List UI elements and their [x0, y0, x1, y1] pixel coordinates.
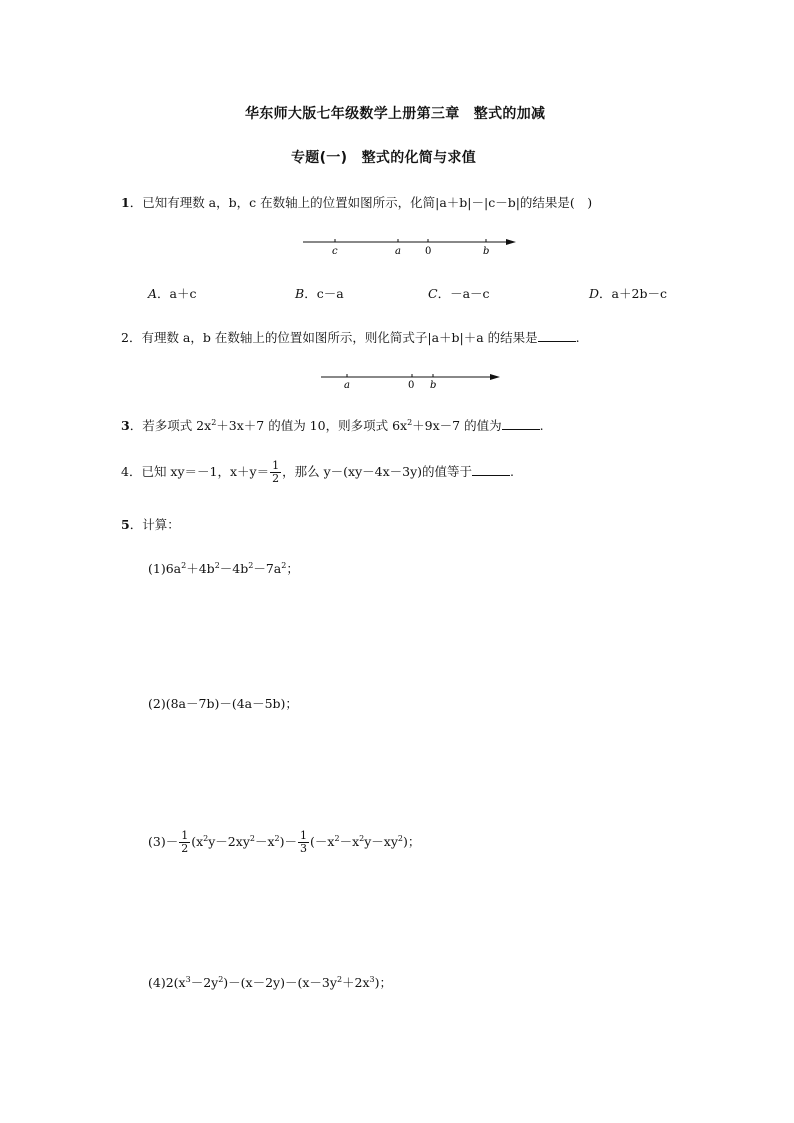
period: . [539, 418, 544, 433]
question-text: ．计算： [129, 517, 180, 532]
answer-blank[interactable] [472, 465, 510, 476]
axis-label-b: b [483, 246, 490, 257]
question-4 [121, 460, 514, 485]
fraction-denominator: 2 [272, 472, 280, 485]
question-number: 2 [121, 330, 129, 345]
axis-label-a: a [395, 246, 401, 257]
option-letter: D [589, 286, 600, 301]
axis-arrow [506, 239, 516, 245]
question-text: ．有理数 a，b 在数轴上的位置如图所示，则化简式子|a＋b|＋a 的结果是 [128, 330, 538, 345]
question-2 [121, 328, 580, 346]
subproblem-2: (2)(8a－7b)－(4a－5b)； [148, 696, 298, 711]
section-subtitle: 专题(一) 整式的化简与求值 [291, 150, 476, 166]
question-text: ，那么 y－(xy－4x－3y)的值等于 [282, 464, 473, 479]
fraction-one-half [270, 460, 281, 485]
answer-blank[interactable] [538, 331, 576, 342]
fraction-one-half: $\frac{1}{2}$ [181, 829, 189, 855]
axis-arrow [490, 374, 500, 380]
question-number: 1 [121, 195, 130, 210]
option-letter: A [148, 286, 158, 301]
option-text: c－a [316, 286, 344, 301]
question-number: 4 [121, 464, 129, 479]
number-line-2 [318, 368, 504, 392]
period: . [575, 330, 580, 345]
axis-label-b: b [430, 380, 437, 391]
question-text: ＋3x＋7 的值为 10，则多项式 6x [216, 418, 408, 433]
answer-blank[interactable] [502, 419, 540, 430]
option-d: D．a＋2b－c [589, 286, 667, 301]
subproblem-1: $(1)6a^2+4b^2-4b^2-7a^2$； [148, 560, 299, 576]
option-b: B．c－a [295, 286, 344, 301]
option-letter: B [295, 286, 305, 301]
option-letter: C [428, 286, 438, 301]
exponent: 2 [407, 417, 413, 427]
axis-label-0: 0 [425, 246, 432, 257]
question-text: ．已知有理数 a，b，c 在数轴上的位置如图所示，化简|a＋b|－|c－b|的结果是( ) [129, 195, 593, 210]
number-line-1 [300, 232, 524, 258]
question-1 [121, 193, 592, 211]
page-title: 华东师大版七年级数学上册第三章 整式的加减 [245, 106, 546, 122]
fraction-numerator: 1 [272, 459, 280, 472]
axis-label-0: 0 [408, 380, 415, 391]
subproblem-3: (3)－ $\frac{1}{2}$ $(x^2y-2xy^2-x^2)-$ $\frac{1}{3}$ $(-x^2-x^2y-xy^2)$； [148, 829, 421, 855]
period: . [510, 464, 515, 479]
exponent: 2 [211, 417, 217, 427]
question-text: ．若多项式 2x [129, 418, 212, 433]
axis-label-c: c [332, 246, 338, 257]
question-text: ＋9x－7 的值为 [412, 418, 502, 433]
subproblem-4: $(4)2(x^3-2y^2)-(x-2y)-(x-3y^2+2x^3)$； [148, 974, 393, 990]
question-text: ．已知 xy＝－1，x＋y＝ [128, 464, 270, 479]
axis-label-a: a [344, 380, 350, 391]
fraction-one-third: $\frac{1}{3}$ [300, 829, 308, 855]
question-3 [121, 416, 544, 434]
option-c: C．－a－c [428, 286, 490, 301]
question-number: 5 [121, 517, 130, 532]
question-number: 3 [121, 418, 130, 433]
option-a: A．a＋c [148, 286, 197, 301]
option-text: a＋2b－c [611, 286, 667, 301]
option-text: －a－c [450, 286, 490, 301]
question-5 [121, 515, 180, 533]
option-text: a＋c [169, 286, 197, 301]
